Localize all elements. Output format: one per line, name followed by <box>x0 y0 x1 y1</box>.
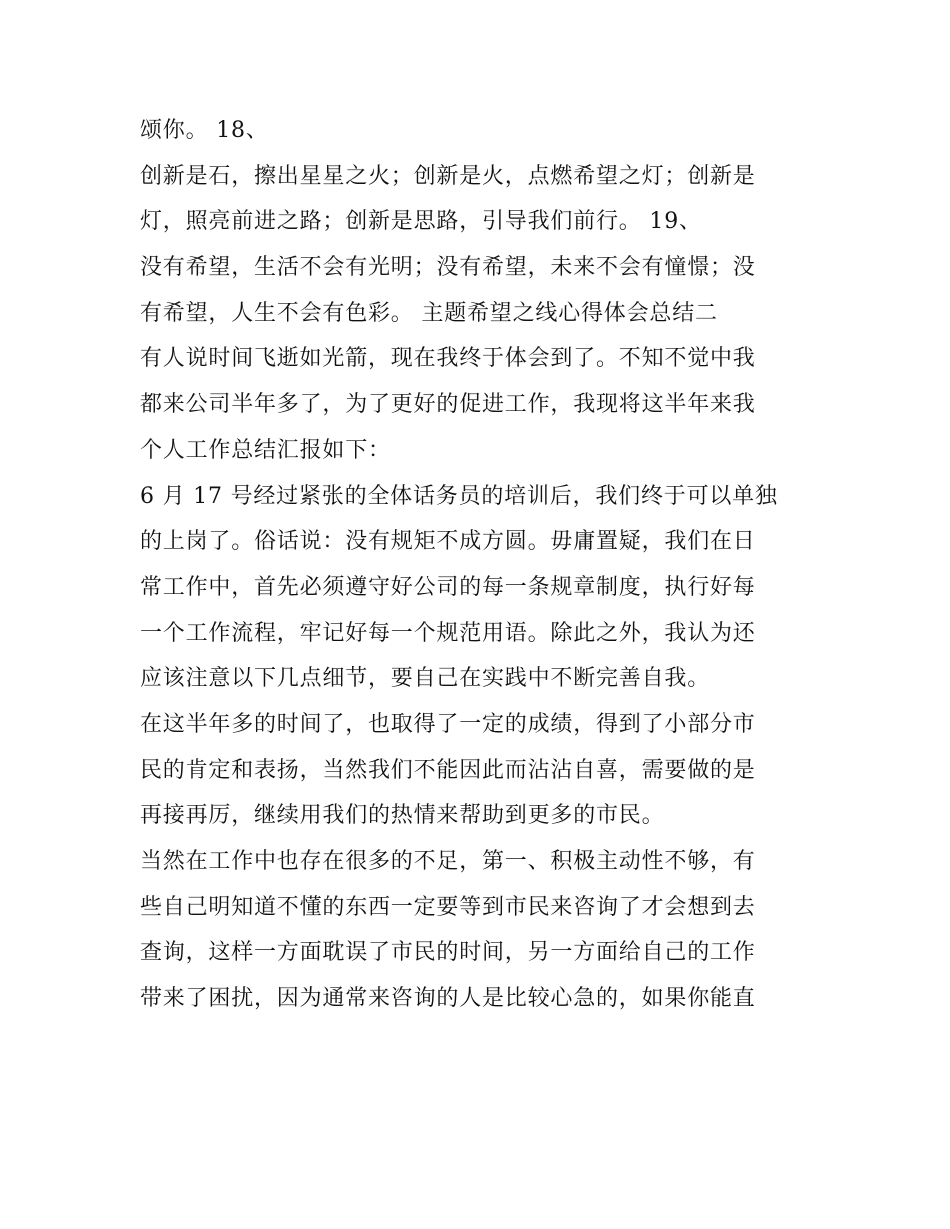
text-line: 当然在工作中也存在很多的不足，第一、积极主动性不够，有 <box>140 849 756 874</box>
text-line: 有希望，人生不会有色彩。 主题希望之线心得体会总结二 <box>140 300 718 326</box>
text-line: 都来公司半年多了，为了更好的促进工作，我现将这半年来我 <box>140 392 756 418</box>
text-line: 查询，这样一方面耽误了市民的时间，另一方面给自己的工作 <box>140 940 756 966</box>
text-line: 常工作中，首先必须遵守好公司的每一条规章制度，执行好每 <box>140 574 756 600</box>
text-line: 的上岗了。俗话说：没有规矩不成方圆。毋庸置疑，我们在日 <box>140 529 756 555</box>
text-line: 没有希望，生活不会有光明；没有希望，未来不会有憧憬；没 <box>140 255 756 281</box>
text-line: 在这半年多的时间了，也取得了一定的成绩，得到了小部分市 <box>140 711 756 737</box>
text-line: 民的肯定和表扬，当然我们不能因此而沾沾自喜，需要做的是 <box>140 757 756 783</box>
text-line: 一个工作流程，牢记好每一个规范用语。除此之外，我认为还 <box>140 620 756 646</box>
document-body <box>140 108 820 1022</box>
text-line: 颂你。 18、 <box>140 118 269 143</box>
text-line: 应该注意以下几点细节，要自己在实践中不断完善自我。 <box>140 666 711 692</box>
text-line: 灯，照亮前进之路；创新是思路，引导我们前行。 19、 <box>140 209 702 235</box>
text-line: 些自己明知道不懂的东西一定要等到市民来咨询了才会想到去 <box>140 894 756 920</box>
text-line: 创新是石，擦出星星之火；创新是火，点燃希望之灯；创新是 <box>140 163 756 189</box>
text-line: 6 月 17 号经过紧张的全体话务员的培训后，我们终于可以单独 <box>140 483 778 509</box>
text-line: 再接再厉，继续用我们的热情来帮助到更多的市民。 <box>140 803 665 829</box>
text-line: 有人说时间飞逝如光箭，现在我终于体会到了。不知不觉中我 <box>140 346 756 372</box>
text-line: 带来了困扰，因为通常来咨询的人是比较心急的，如果你能直 <box>140 986 756 1012</box>
text-line: 个人工作总结汇报如下： <box>140 437 391 463</box>
